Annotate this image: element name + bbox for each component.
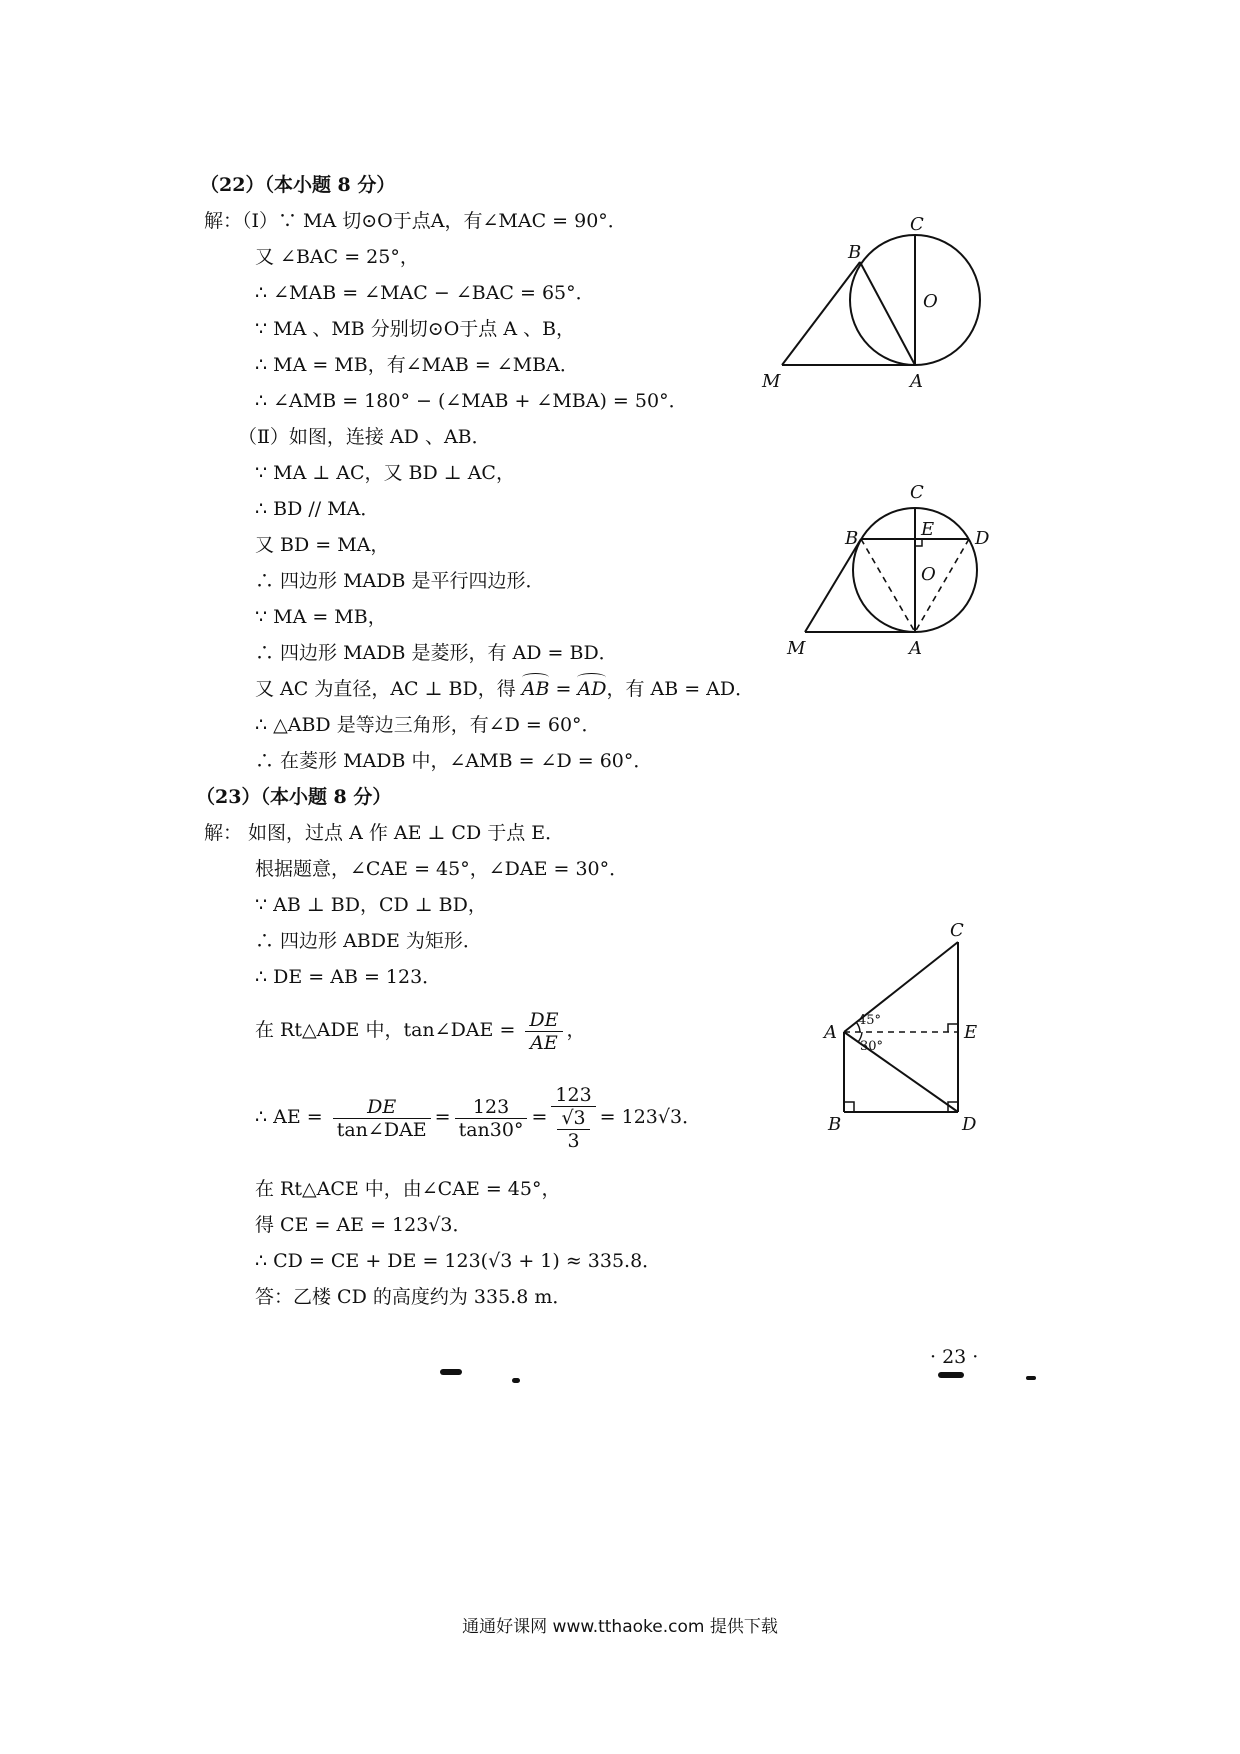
label-e: E — [964, 1022, 978, 1043]
right-angle-e — [948, 1024, 958, 1032]
arc-ab: AB — [522, 678, 550, 700]
q22-line-13: ∴ 四边形 MADB 是菱形，有 AD = BD． — [255, 642, 618, 664]
tangent-mb — [782, 262, 860, 365]
q23-line-7: ∴ AE = $\frac{DE}{\text{tan∠DAE}}$ = $\frac{123}{\tan 30^\circ}$ = $\frac{123}{\frac{√3}{3}}$ = 123√3． — [255, 1084, 702, 1152]
q23-line-6: 在 Rt△ADE 中，tan∠DAE = $\frac{DE}{AE}$ ， — [255, 1008, 586, 1054]
label-angle-45: 45° — [858, 1013, 882, 1028]
label-o: O — [923, 291, 938, 312]
label-a: A — [910, 371, 923, 392]
arc-ad: AD — [577, 678, 606, 700]
right-angle-mark — [915, 539, 922, 546]
scan-speck — [440, 1369, 462, 1375]
label-d: D — [975, 528, 990, 549]
right-angle-b — [844, 1102, 854, 1112]
label-b: B — [845, 528, 859, 549]
q23-line-8: 在 Rt△ACE 中，由∠CAE = 45°， — [255, 1178, 561, 1200]
q23-header: （23）（本小题 8 分） — [196, 786, 392, 808]
label-e: E — [921, 519, 935, 540]
page-number: · 23 · — [930, 1346, 979, 1368]
q22-line-6: ∴ ∠AMB = 180° − (∠MAB + ∠MBA) = 50°． — [255, 390, 688, 412]
label-c: C — [910, 215, 924, 235]
q22-line-15: ∴ △ABD 是等边三角形，有∠D = 60°． — [255, 714, 601, 736]
q22-line-5: ∴ MA = MB，有∠MAB = ∠MBA． — [255, 354, 579, 376]
fraction-123-tan30: $\frac{123}{\tan 30^\circ}$ — [455, 1096, 528, 1141]
label-o: O — [921, 564, 936, 585]
q22-line-14: 又 AC 为直径，AC ⊥ BD，得 AB = AD，有 AB = AD． — [255, 676, 754, 702]
label-d: D — [962, 1114, 977, 1135]
label-b: B — [828, 1114, 842, 1135]
q22-line-1: 解：（Ⅰ）∵ MA 切⊙O于点A，有∠MAC = 90°． — [204, 210, 627, 232]
figure-3-buildings — [820, 920, 1000, 1150]
q23-line-10: ∴ CD = CE + DE = 123(√3 + 1) ≈ 335.8． — [255, 1250, 662, 1272]
q22-line-11: ∴ 四边形 MADB 是平行四边形． — [255, 570, 545, 592]
arc-mark — [577, 673, 606, 682]
fraction-123-sqrt3-over-3: $\frac{123}{\frac{√3}{3}}$ — [551, 1084, 595, 1152]
q23-line-5: ∴ DE = AB = 123． — [255, 966, 442, 988]
dashed-ab — [861, 539, 915, 632]
figure-1-circle-tangent — [760, 215, 1000, 395]
q23-line-3: ∵ AB ⊥ BD，CD ⊥ BD， — [255, 894, 487, 916]
q22-line-9: ∴ BD // MA． — [255, 498, 380, 520]
q22-line-12: ∵ MA = MB， — [255, 606, 387, 628]
q23-line-1: 解： 如图，过点 A 作 AE ⊥ CD 于点 E． — [204, 822, 565, 844]
scan-speck — [1026, 1376, 1036, 1380]
q22-line-16: ∴ 在菱形 MADB 中，∠AMB = ∠D = 60°． — [255, 750, 653, 772]
arc-mark — [522, 673, 550, 682]
q22-header: （22）（本小题 8 分） — [200, 174, 396, 196]
figure-2-rhombus — [775, 480, 1015, 660]
q22-line-8: ∵ MA ⊥ AC，又 BD ⊥ AC， — [255, 462, 515, 484]
q23-line-2: 根据题意，∠CAE = 45°，∠DAE = 30°． — [255, 858, 629, 880]
label-a: A — [824, 1022, 837, 1043]
q22-line-14-part-b: ，有 AB = AD． — [606, 678, 755, 700]
fraction-de-tan: $\frac{DE}{\text{tan∠DAE}}$ — [333, 1096, 431, 1141]
scan-speck — [512, 1378, 520, 1383]
label-c: C — [950, 920, 964, 941]
q22-line-3: ∴ ∠MAB = ∠MAC − ∠BAC = 65°． — [255, 282, 595, 304]
label-m: M — [762, 371, 781, 392]
q22-line-10: 又 BD = MA， — [255, 534, 390, 556]
footer-credit: 通通好课网 www.tthaoke.com 提供下载 — [462, 1617, 778, 1637]
q22-line-14-part-a: 又 AC 为直径，AC ⊥ BD，得 — [255, 678, 522, 700]
label-angle-30: 30° — [860, 1039, 884, 1054]
q22-line-7: （Ⅱ）如图，连接 AD 、AB． — [238, 426, 491, 448]
q23-line-4: ∴ 四边形 ABDE 为矩形． — [255, 930, 482, 952]
q22-line-2: 又 ∠BAC = 25°， — [255, 246, 419, 268]
chord-ab — [860, 262, 915, 365]
label-m: M — [787, 638, 806, 659]
fraction-de-ae: $\frac{DE}{AE}$ — [525, 1009, 562, 1054]
q23-line-9: 得 CE = AE = 123√3． — [255, 1214, 472, 1236]
dashed-ad — [915, 539, 969, 632]
scan-speck — [938, 1372, 964, 1378]
label-c: C — [910, 482, 924, 503]
label-b: B — [848, 242, 862, 263]
tangent-mb — [805, 539, 861, 632]
q23-line-11: 答：乙楼 CD 的高度约为 335.8 m． — [255, 1286, 572, 1308]
label-a: A — [909, 638, 922, 659]
q22-line-4: ∵ MA 、MB 分别切⊙O于点 A 、B， — [255, 318, 576, 340]
